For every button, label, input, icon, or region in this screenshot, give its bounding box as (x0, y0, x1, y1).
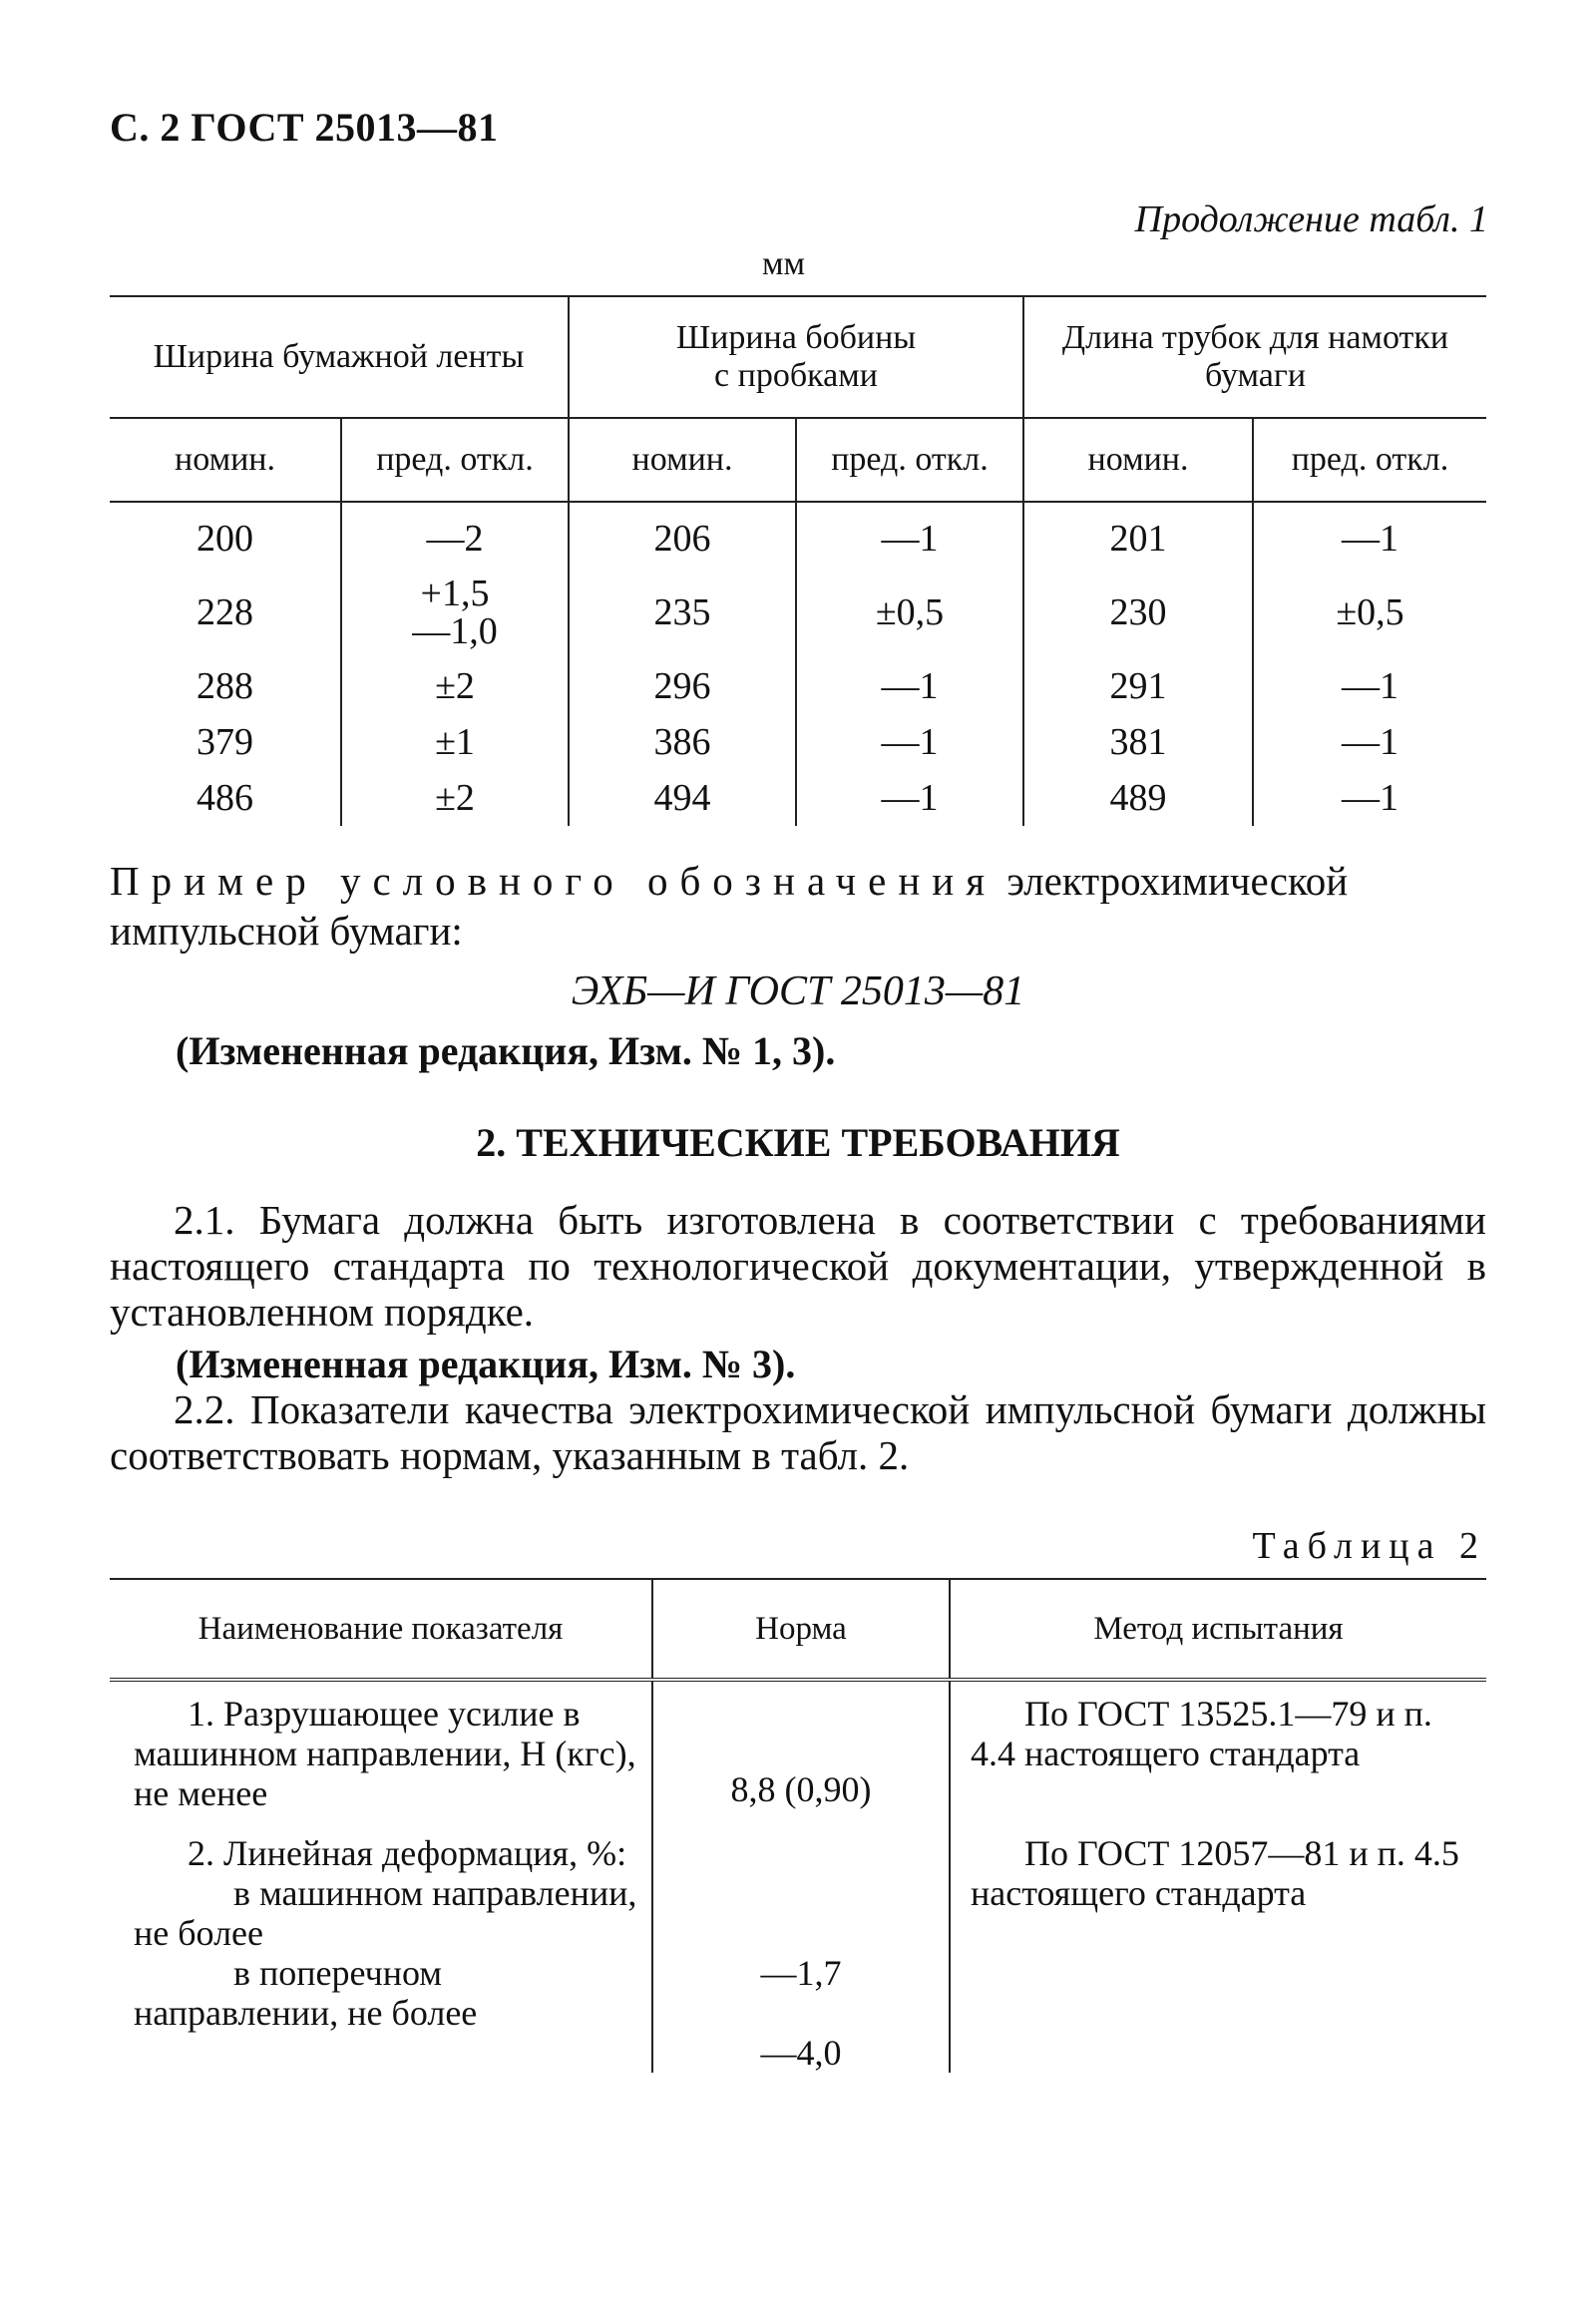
subheader-deviation: пред. откл. (1253, 418, 1486, 502)
header-tube-length: Длина трубок для намотки бумаги (1023, 296, 1486, 418)
subheader-deviation: пред. откл. (341, 418, 569, 502)
subheader-nominal: номин. (569, 418, 796, 502)
table-2-caption: Таблица 2 (1252, 1525, 1486, 1567)
header-paper-width: Ширина бумажной ленты (110, 296, 569, 418)
paragraph-2-1: 2.1. Бумага должна быть изготовлена в соответствии с требованиями настоящего стандарта по технологической документации, утвержденной в установленном порядке. (110, 1197, 1486, 1335)
table-row: 228 +1,5 —1,0 235 ±0,5 230 ±0,5 (110, 567, 1486, 658)
edition-note: (Измененная редакция, Изм. № 1, 3). (176, 1028, 836, 1073)
example-paragraph (110, 856, 1486, 956)
table-1 (110, 295, 1486, 826)
paragraph-2-2: 2.2. Показатели качества электрохимической импульсной бумаги должны соответствовать нормам, указанным в табл. 2. (110, 1386, 1486, 1478)
header-norm: Норма (652, 1579, 950, 1680)
header-indicator-name: Наименование показателя (110, 1579, 652, 1680)
table-row: 2. Линейная деформация, %: в машинном направлении, не более в поперечном направлении, не более —1,7 —4,0 По ГОСТ 12057—81 и п. 4.5 настоящего стандарта (110, 1813, 1486, 2073)
header-test-method: Метод испытания (950, 1579, 1486, 1680)
table-row: 288 ±2 296 —1 291 —1 (110, 658, 1486, 714)
table-units: мм (762, 245, 806, 282)
example-rest: электрохимической импульсной бумаги: (110, 858, 1349, 954)
subheader-nominal: номин. (110, 418, 341, 502)
table-continuation-note: Продолжение табл. 1 (1134, 198, 1488, 240)
table-row: 379 ±1 386 —1 381 —1 (110, 714, 1486, 770)
header-bobbin-width: Ширина бобины с пробками (569, 296, 1023, 418)
subheader-nominal: номин. (1023, 418, 1253, 502)
subheader-deviation: пред. откл. (796, 418, 1023, 502)
section-title: 2. ТЕХНИЧЕСКИЕ ТРЕБОВАНИЯ (476, 1120, 1120, 1165)
table-2 (110, 1578, 1486, 2073)
edition-note: (Измененная редакция, Изм. № 3). (176, 1342, 796, 1386)
table-row: 1. Разрушающее усилие в машинном направлении, Н (кгс), не менее 8,8 (0,90) По ГОСТ 13525.1—79 и п. 4.4 настоящего стандарта (110, 1680, 1486, 1813)
designation-example: ЭХБ—И ГОСТ 25013—81 (571, 968, 1025, 1014)
page-header: С. 2 ГОСТ 25013—81 (110, 105, 499, 150)
example-lead: Пример условного обозначения (110, 858, 998, 904)
table-row: 200 —2 206 —1 201 —1 (110, 502, 1486, 567)
table-row: 486 ±2 494 —1 489 —1 (110, 770, 1486, 826)
